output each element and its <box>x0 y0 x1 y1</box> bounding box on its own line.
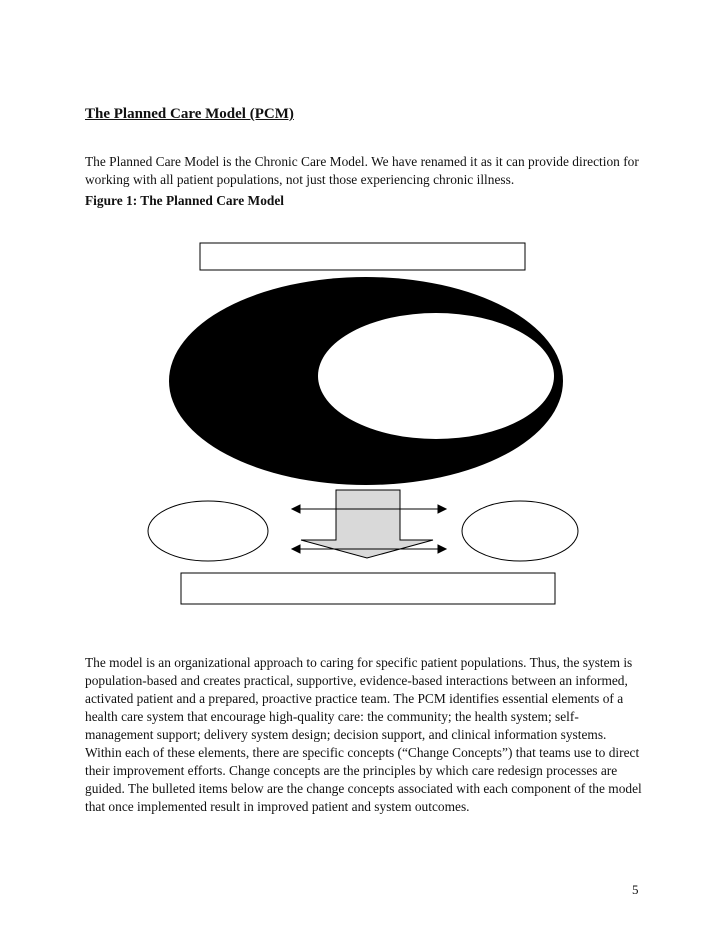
body-paragraph: The model is an organizational approach to caring for specific patient populations. Thus, the system is population-based and creates practical, supportive, evidence-based interactions between an informed, activated patient and a prepared, proactive practice team. The PCM identifies essential elements of a health care system that encourage high-quality care: the community; the health system; self-management support; delivery system design; decision support, and clinical information systems. Within each of these elements, there are specific concepts (“Change Concepts”) that teams use to direct their improvement efforts. Change concepts are the principles by which care redesign processes are guided. The bulleted items below are the change concepts associated with each component of the model that once implemented result in improved patient and system outcomes. <box>85 655 642 814</box>
bottom-label-box <box>181 573 555 604</box>
right-ellipse <box>462 501 578 561</box>
top-label-box <box>200 243 525 270</box>
left-ellipse <box>148 501 268 561</box>
intro-paragraph: The Planned Care Model is the Chronic Care Model. We have renamed it as it can provide direction for working with all patient populations, not just those experiencing chronic illness. <box>85 154 639 187</box>
inner-white-ellipse <box>318 313 554 439</box>
down-arrow <box>301 490 433 558</box>
page-heading: The Planned Care Model (PCM) <box>85 106 294 122</box>
figure-caption: Figure 1: The Planned Care Model <box>85 193 284 208</box>
page-number: 5 <box>632 882 639 897</box>
